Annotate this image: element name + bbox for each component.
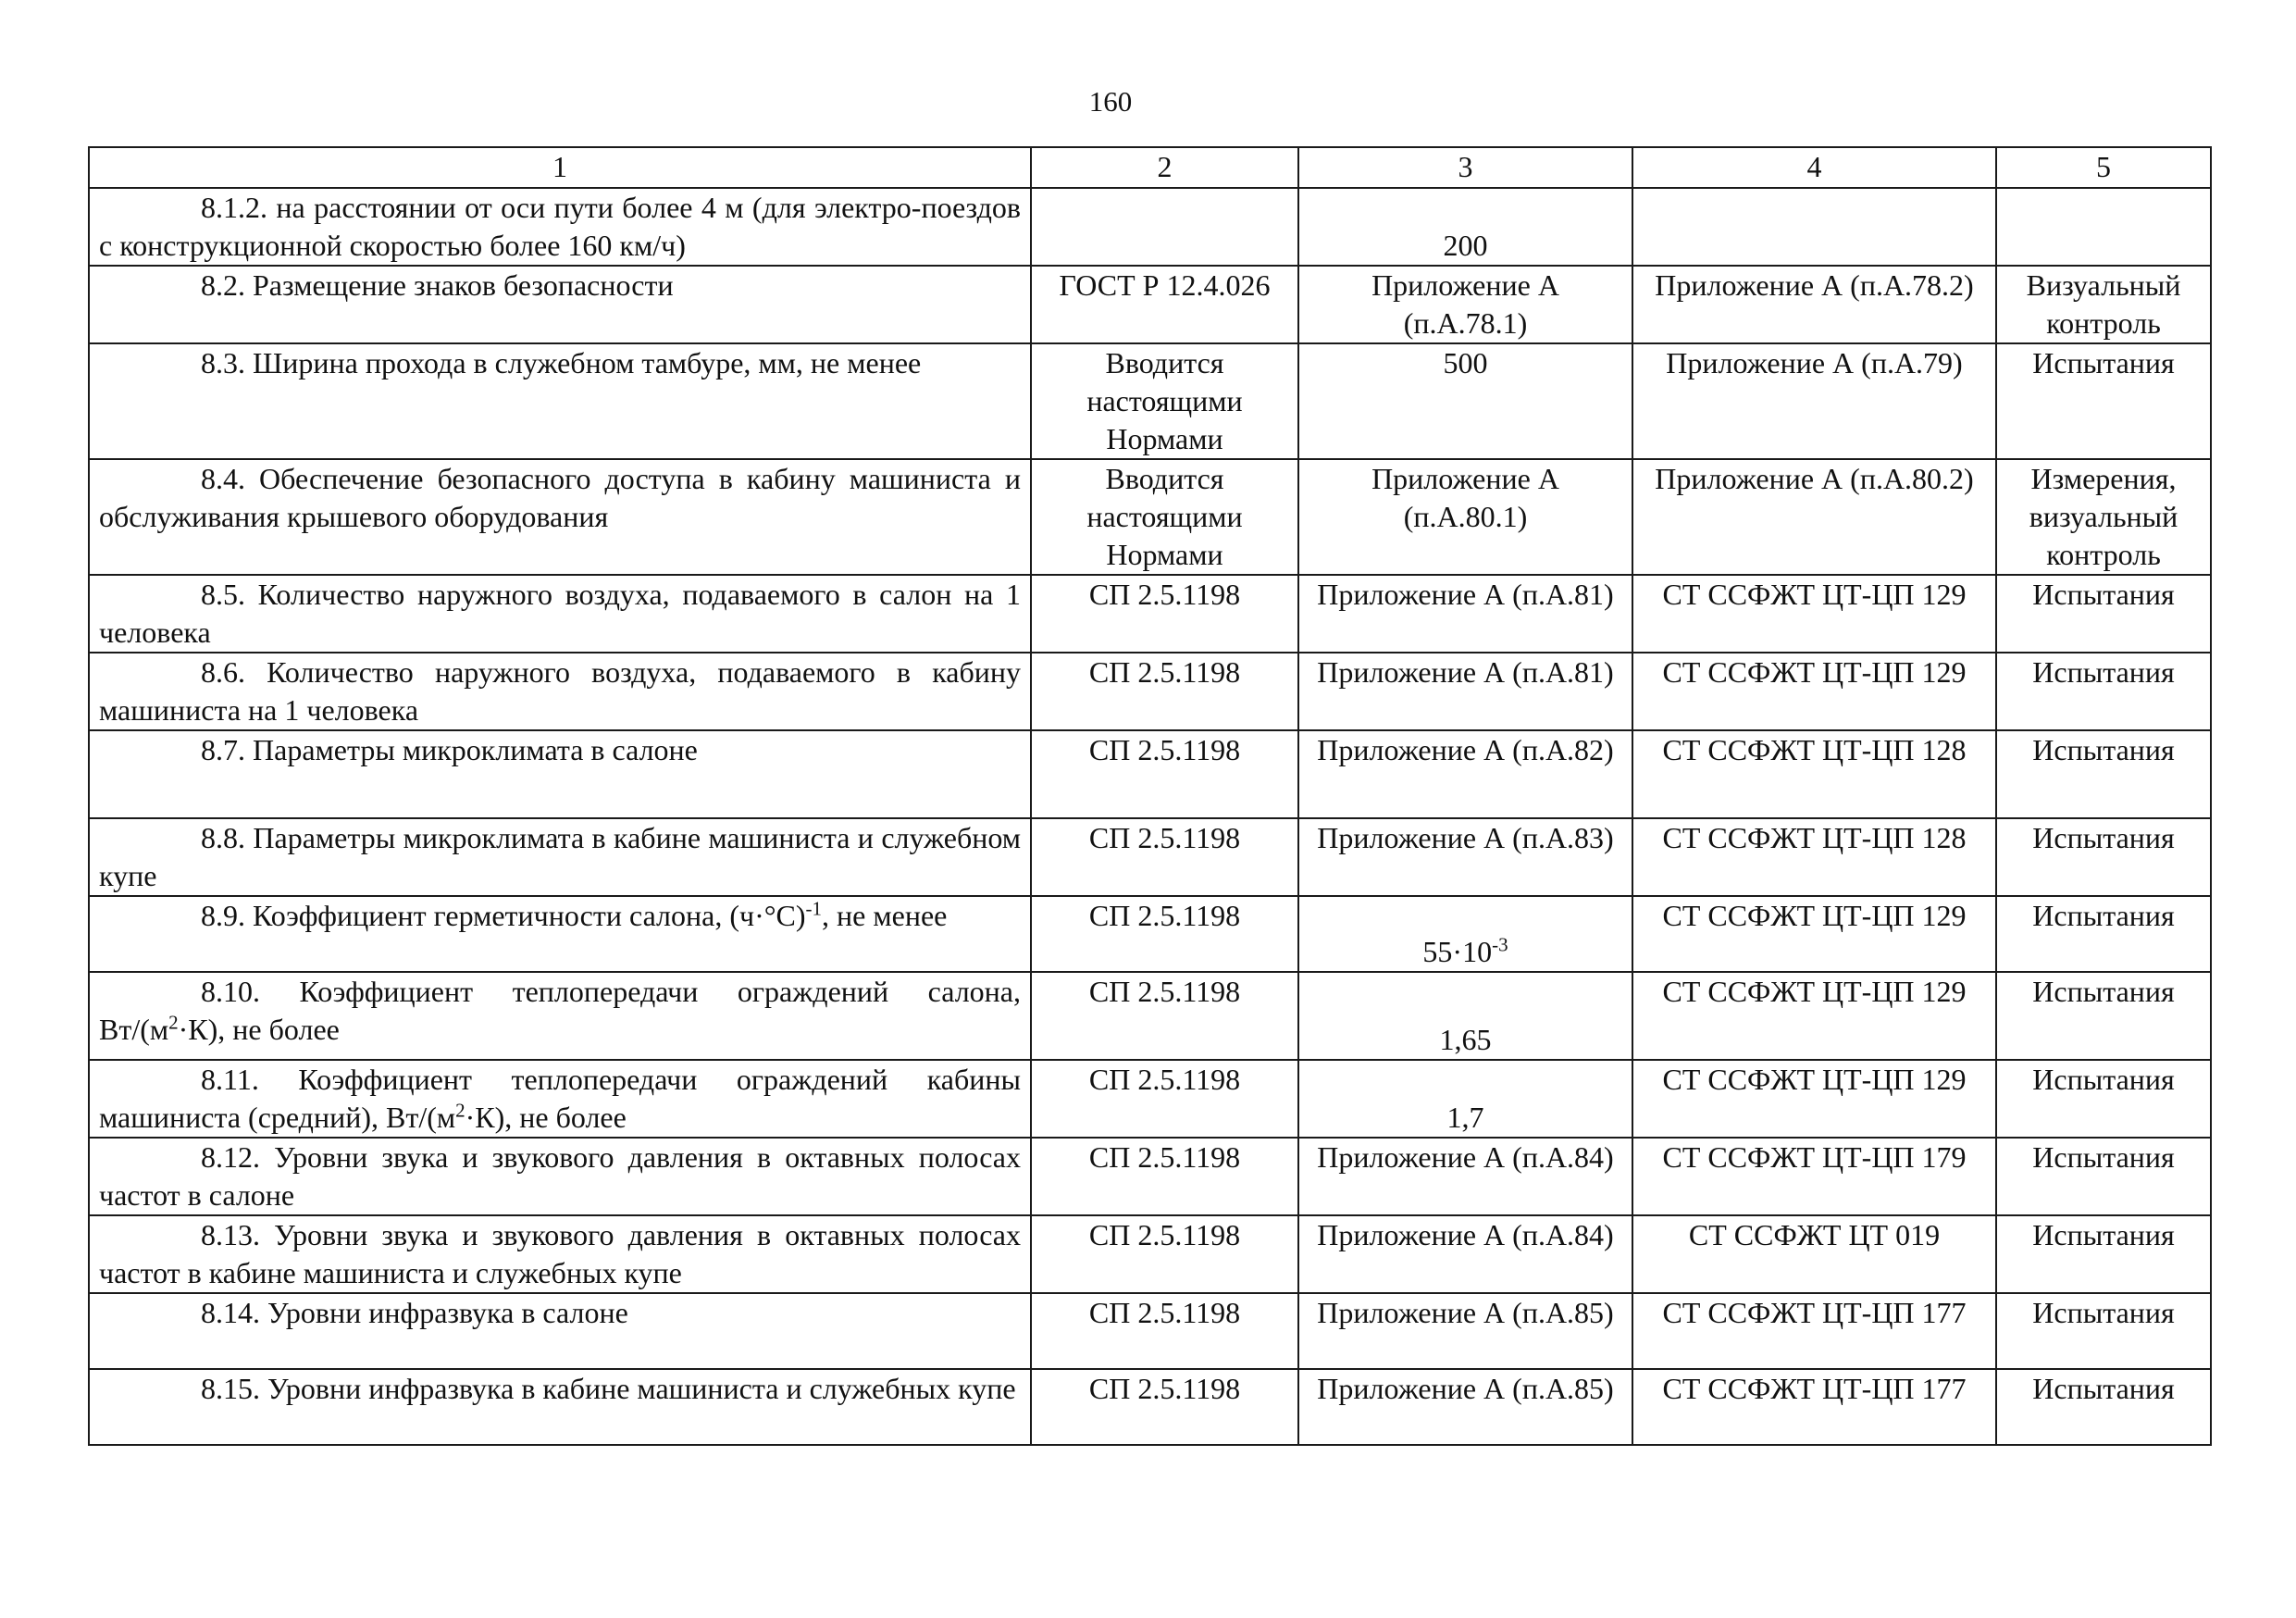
table-row xyxy=(89,1215,2211,1293)
requirement-cell xyxy=(89,896,1031,972)
norm-document-cell: СП 2.5.1198 xyxy=(1031,1369,1298,1445)
table-row xyxy=(89,459,2211,575)
method-document-cell: СТ ССФЖТ ЦТ-ЦП 177 xyxy=(1632,1293,1996,1369)
method-document-cell: СТ ССФЖТ ЦТ-ЦП 129 xyxy=(1632,575,1996,653)
method-document-cell: СТ ССФЖТ ЦТ 019 xyxy=(1632,1215,1996,1293)
norm-document-cell: Вводится настоящими Нормами xyxy=(1031,343,1298,459)
norm-document-cell: СП 2.5.1198 xyxy=(1031,896,1298,972)
control-method-cell: Испытания xyxy=(1996,896,2211,972)
norm-value-cell: Приложение А (п.А.81) xyxy=(1298,653,1632,730)
table-row xyxy=(89,972,2211,1060)
method-document-cell: СТ ССФЖТ ЦТ-ЦП 177 xyxy=(1632,1369,1996,1445)
norm-document-cell: Вводится настоящими Нормами xyxy=(1031,459,1298,575)
requirement-cell xyxy=(89,653,1031,730)
requirement-cell xyxy=(89,1215,1031,1293)
requirement-text xyxy=(99,973,1021,1049)
table-row xyxy=(89,818,2211,896)
method-document-cell: СТ ССФЖТ ЦТ-ЦП 129 xyxy=(1632,1060,1996,1138)
norm-value-cell: Приложение А (п.А.80.1) xyxy=(1298,459,1632,575)
norm-document-cell: СП 2.5.1198 xyxy=(1031,972,1298,1060)
requirement-cell xyxy=(89,1138,1031,1215)
column-header: 3 xyxy=(1298,147,1632,188)
table-row xyxy=(89,730,2211,818)
requirement-cell xyxy=(89,575,1031,653)
control-method-cell: Испытания xyxy=(1996,1060,2211,1138)
table-row xyxy=(89,1293,2211,1369)
control-method-cell xyxy=(1996,188,2211,266)
requirement-cell xyxy=(89,1293,1031,1369)
requirement-text: 8.5. Количество наружного воздуха, подаваемого в салон на 1 человека xyxy=(99,578,1021,649)
requirement-text: 8.13. Уровни звука и звукового давления в октавных полосах частот в кабине машиниста и служебных купе xyxy=(99,1218,1021,1289)
method-document-cell: СТ ССФЖТ ЦТ-ЦП 129 xyxy=(1632,653,1996,730)
norm-document-cell: СП 2.5.1198 xyxy=(1031,818,1298,896)
requirement-text-part: 8.10. Коэффициент теплопередачи ограждений салона, Вт/(м xyxy=(99,975,1021,1046)
norm-value-cell: 1,65 xyxy=(1298,972,1632,1060)
method-document-cell: Приложение А (п.А.78.2) xyxy=(1632,266,1996,343)
norm-document-cell: СП 2.5.1198 xyxy=(1031,1215,1298,1293)
superscript: 2 xyxy=(455,1099,465,1122)
requirement-text: 8.8. Параметры микроклимата в кабине машиниста и служебном купе xyxy=(99,821,1021,892)
method-document-cell: СТ ССФЖТ ЦТ-ЦП 128 xyxy=(1632,730,1996,818)
control-method-cell: Испытания xyxy=(1996,730,2211,818)
requirement-cell xyxy=(89,459,1031,575)
control-method-cell: Испытания xyxy=(1996,575,2211,653)
norm-value-cell: Приложение А (п.А.78.1) xyxy=(1298,266,1632,343)
control-method-cell: Испытания xyxy=(1996,1138,2211,1215)
requirement-cell xyxy=(89,730,1031,818)
column-header: 5 xyxy=(1996,147,2211,188)
requirement-text: 8.6. Количество наружного воздуха, подаваемого в кабину машиниста на 1 человека xyxy=(99,655,1021,727)
requirement-cell xyxy=(89,188,1031,266)
norm-document-cell: СП 2.5.1198 xyxy=(1031,730,1298,818)
requirement-text: 8.2. Размещение знаков безопасности xyxy=(201,268,674,302)
norm-document-cell: СП 2.5.1198 xyxy=(1031,1060,1298,1138)
control-method-cell: Измерения, визуальный контроль xyxy=(1996,459,2211,575)
method-document-cell: СТ ССФЖТ ЦТ-ЦП 128 xyxy=(1632,818,1996,896)
norm-value-cell: Приложение А (п.А.83) xyxy=(1298,818,1632,896)
norm-document-cell: ГОСТ Р 12.4.026 xyxy=(1031,266,1298,343)
control-method-cell: Визуальный контроль xyxy=(1996,266,2211,343)
requirement-text: 8.7. Параметры микроклимата в салоне xyxy=(201,733,698,766)
requirements-table xyxy=(88,146,2212,1446)
column-header: 2 xyxy=(1031,147,1298,188)
method-document-cell: Приложение А (п.А.80.2) xyxy=(1632,459,1996,575)
superscript: -1 xyxy=(805,897,823,920)
norm-value-cell xyxy=(1298,896,1632,972)
requirement-text xyxy=(99,1061,1021,1137)
norm-value-cell: 200 xyxy=(1298,188,1632,266)
requirement-text-part: 8.9. Коэффициент герметичности салона, (ч·°С) xyxy=(201,899,806,932)
requirement-cell xyxy=(89,343,1031,459)
control-method-cell: Испытания xyxy=(1996,1293,2211,1369)
table-row xyxy=(89,575,2211,653)
method-document-cell xyxy=(1632,188,1996,266)
norm-value-cell: Приложение А (п.А.84) xyxy=(1298,1215,1632,1293)
page-number: 160 xyxy=(1088,85,1133,118)
requirement-text: 8.3. Ширина прохода в служебном тамбуре, мм, не менее xyxy=(201,346,922,380)
control-method-cell: Испытания xyxy=(1996,818,2211,896)
norm-value-cell: Приложение А (п.А.84) xyxy=(1298,1138,1632,1215)
norm-document-cell: СП 2.5.1198 xyxy=(1031,1138,1298,1215)
requirement-text: 8.1.2. на расстоянии от оси пути более 4 м (для электро-поездов с конструкционной скоростью более 160 км/ч) xyxy=(99,191,1021,262)
norm-value-cell: 500 xyxy=(1298,343,1632,459)
requirement-cell xyxy=(89,266,1031,343)
norm-value-cell: Приложение А (п.А.82) xyxy=(1298,730,1632,818)
control-method-cell: Испытания xyxy=(1996,972,2211,1060)
method-document-cell: Приложение А (п.А.79) xyxy=(1632,343,1996,459)
requirement-text-part: , не менее xyxy=(822,899,948,932)
norm-value-cell: 1,7 xyxy=(1298,1060,1632,1138)
column-header: 1 xyxy=(89,147,1031,188)
requirement-text-part: ·К), не более xyxy=(465,1101,627,1134)
requirement-cell xyxy=(89,1369,1031,1445)
method-document-cell: СТ ССФЖТ ЦТ-ЦП 129 xyxy=(1632,896,1996,972)
norm-document-cell: СП 2.5.1198 xyxy=(1031,575,1298,653)
requirement-text-part: 8.11. Коэффициент теплопередачи ограждений кабины машиниста (средний), Вт/(м xyxy=(99,1063,1021,1134)
norm-document-cell: СП 2.5.1198 xyxy=(1031,653,1298,730)
table-row xyxy=(89,1138,2211,1215)
norm-document-cell xyxy=(1031,188,1298,266)
table-row xyxy=(89,188,2211,266)
table-row xyxy=(89,1060,2211,1138)
requirement-text: 8.14. Уровни инфразвука в салоне xyxy=(201,1296,628,1329)
norm-value: 55·10 xyxy=(1422,935,1493,968)
table-row xyxy=(89,653,2211,730)
method-document-cell: СТ ССФЖТ ЦТ-ЦП 129 xyxy=(1632,972,1996,1060)
table-row xyxy=(89,266,2211,343)
requirement-text-part: ·К), не более xyxy=(178,1013,340,1046)
requirement-text xyxy=(99,897,1021,935)
requirement-text: 8.4. Обеспечение безопасного доступа в кабину машиниста и обслуживания крышевого оборудования xyxy=(99,462,1021,533)
table-header-row xyxy=(89,147,2211,188)
table-row xyxy=(89,896,2211,972)
requirement-text: 8.12. Уровни звука и звукового давления в октавных полосах частот в салоне xyxy=(99,1140,1021,1212)
requirement-cell xyxy=(89,1060,1031,1138)
norm-document-cell: СП 2.5.1198 xyxy=(1031,1293,1298,1369)
requirement-cell xyxy=(89,972,1031,1060)
control-method-cell: Испытания xyxy=(1996,1215,2211,1293)
control-method-cell: Испытания xyxy=(1996,343,2211,459)
control-method-cell: Испытания xyxy=(1996,653,2211,730)
norm-value-cell: Приложение А (п.А.85) xyxy=(1298,1369,1632,1445)
table-row xyxy=(89,1369,2211,1445)
column-header: 4 xyxy=(1632,147,1996,188)
method-document-cell: СТ ССФЖТ ЦТ-ЦП 179 xyxy=(1632,1138,1996,1215)
superscript: -3 xyxy=(1492,933,1508,956)
requirement-cell xyxy=(89,818,1031,896)
superscript: 2 xyxy=(168,1011,179,1034)
norm-value-cell: Приложение А (п.А.85) xyxy=(1298,1293,1632,1369)
norm-value-cell: Приложение А (п.А.81) xyxy=(1298,575,1632,653)
control-method-cell: Испытания xyxy=(1996,1369,2211,1445)
table-row xyxy=(89,343,2211,459)
requirement-text: 8.15. Уровни инфразвука в кабине машиниста и служебных купе xyxy=(201,1372,1016,1405)
